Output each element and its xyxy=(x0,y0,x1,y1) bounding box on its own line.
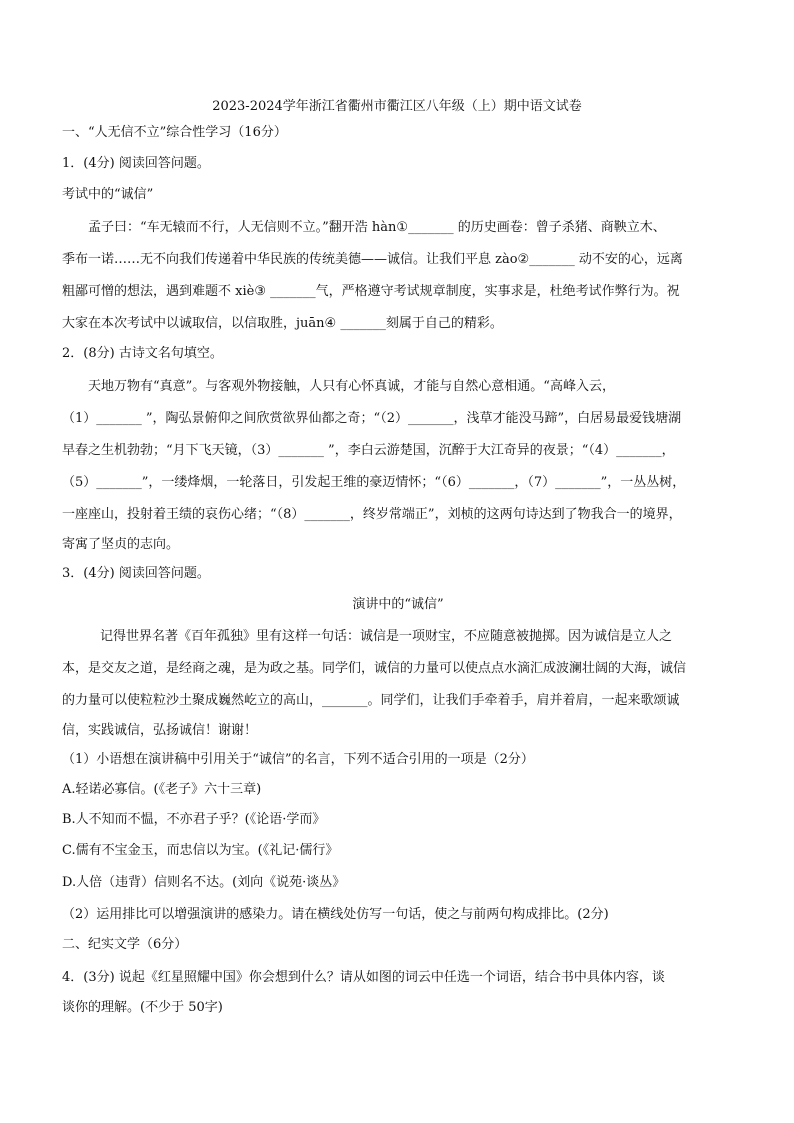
question-4-line: 谈你的理解。(不少于 50字) xyxy=(62,1000,223,1015)
question-1-subtitle: 考试中的“诚信” xyxy=(62,187,154,202)
speech-line: 本，是交友之道，是经商之魂，是为政之基。同学们，诚信的力量可以使点点水滴汇成波澜壮阔的大海，诚信 xyxy=(62,661,687,676)
question-3-label: 3．(4分) 阅读回答问题。 xyxy=(62,566,210,581)
question-2-line: （5）_______”，一缕烽烟，一轮落日，引发起王维的豪迈情怀；“（6）_______，（7）_______”，一丛丛树， xyxy=(62,475,686,490)
section-heading-2: 二、纪实文学（6分） xyxy=(62,937,188,952)
exam-title: 2023-2024学年浙江省衢州市衢江区八年级（上）期中语文试卷 xyxy=(212,99,582,114)
question-1-line: 大家在本次考试中以诚取信，以信取胜，juān④ _______刻属于自己的精彩。 xyxy=(62,316,503,331)
question-3-sub1: （1）小语想在演讲稿中引用关于“诚信”的名言，下列不适合引用的一项是（2分） xyxy=(62,752,534,767)
question-3-sub2: （2）运用排比可以增强演讲的感染力。请在横线处仿写一句话，使之与前两句构成排比。(2分) xyxy=(62,907,609,922)
question-2-line: 寄寓了坚贞的志向。 xyxy=(62,537,180,552)
question-3-subtitle: 演讲中的“诚信” xyxy=(352,597,444,612)
question-1-line: 孟子曰：“车无辕而不行，人无信则不立。”翻开浩 hàn①_______ 的历史画卷：曾子杀猪、商鞅立木、 xyxy=(88,220,666,235)
question-2-line: （1）_______ ”，陶弘景俯仰之间欣赏欲界仙都之奇；“（2）_______，浅草才能没马蹄”，白居易最爱钱塘湖 xyxy=(62,411,682,426)
question-1-line: 粗鄙可憎的想法，遇到难题不 xiè③ _______气，严格遵守考试规章制度，实事求是，杜绝考试作弊行为。祝 xyxy=(62,284,680,299)
option-a: A.轻诺必寡信。(《老子》六十三章) xyxy=(62,782,262,797)
question-2-line: 天地万物有“真意”。与客观外物接触，人只有心怀真诚，才能与自然心意相通。“高峰入云， xyxy=(88,379,615,394)
question-2-line: 早春之生机勃勃；“月下飞天镜，（3）_______ ”，李白云游楚国，沉醉于大江奇异的夜景；“（4）_______， xyxy=(62,443,675,458)
question-2-line: 一座座山，投射着王绩的哀伤心绪；“（8）_______，终岁常端正”，刘桢的这两句诗达到了物我合一的境界， xyxy=(62,507,682,522)
speech-line: 记得世界名著《百年孤独》里有这样一句话：诚信是一项财宝，不应随意被抛掷。因为诚信是立人之 xyxy=(100,629,673,644)
section-heading-1: 一、“人无信不立”综合性学习（16分） xyxy=(62,125,287,140)
speech-line: 的力量可以使粒粒沙土聚成巍然屹立的高山，_______。同学们，让我们手牵着手，肩并着肩，一起来歌颂诚 xyxy=(62,693,680,708)
option-c: C.儒有不宝金玉，而忠信以为宝。(《礼记·儒行》 xyxy=(62,843,339,858)
speech-line: 信，实践诚信，弘扬诚信！谢谢！ xyxy=(62,723,258,738)
option-b: B.人不知而不愠，不亦君子乎？(《论语·学而》 xyxy=(62,812,326,827)
question-4-line: 4．(3分) 说起《红星照耀中国》你会想到什么？请从如图的词云中任选一个词语，结合书中具体内容，谈 xyxy=(62,970,665,985)
question-1-label: 1．(4分) 阅读回答问题。 xyxy=(62,156,210,171)
question-1-line: 季布一诺……无不向我们传递着中华民族的传统美德——诚信。让我们平息 zào②_______ 动不安的心，远离 xyxy=(62,252,683,267)
option-d: D.人倍（违背）信则名不达。(刘向《说苑·谈丛》 xyxy=(62,875,346,890)
question-2-label: 2．(8分) 古诗文名句填空。 xyxy=(62,346,223,361)
